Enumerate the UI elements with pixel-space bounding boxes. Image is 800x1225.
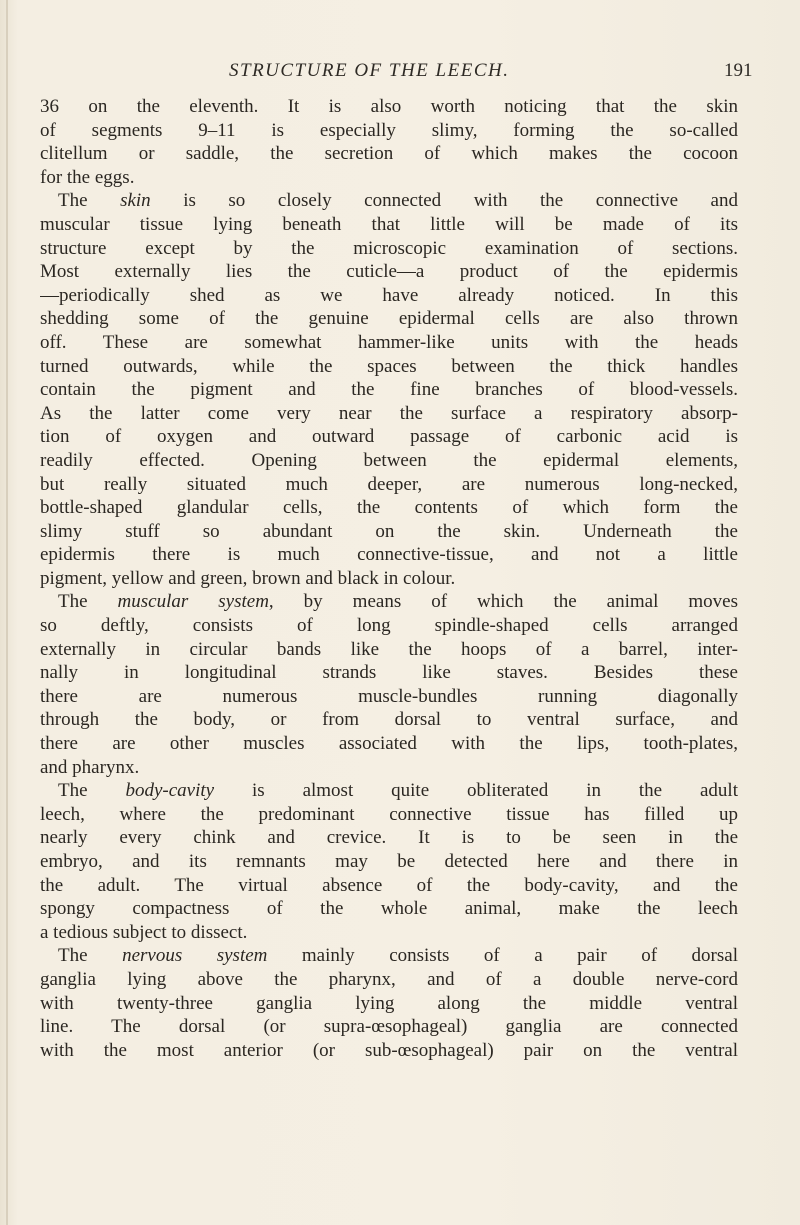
text-segment: is so closely connected with the connective and [150,190,738,212]
text-line [40,237,738,261]
text-segment: Most externally lies the cuticle—a product of the epidermis [40,261,738,283]
running-title: STRUCTURE OF THE LEECH. [229,60,510,81]
text-segment: —periodically shed as we have already noticed. In this [40,284,738,306]
text-line [40,803,738,827]
text-line [40,402,738,426]
text-line [40,473,738,497]
text-segment: spongy compactness of the whole animal, make the leech [40,898,738,920]
text-segment: pigment, yellow and green, brown and black in colour. [40,567,456,589]
text-segment: readily effected. Opening between the epidermal elements, [40,449,738,471]
text-line [40,355,738,379]
text-line [40,685,738,709]
text-segment: bottle-shaped glandular cells, the contents of which form the [40,497,738,519]
text-segment: contain the pigment and the fine branches of blood-vessels. [40,379,738,401]
text-segment: nally in longitudinal strands like staves. Besides these [40,662,738,684]
text-line [40,95,738,119]
text-line [40,449,738,473]
text-segment: As the latter come very near the surface a respiratory absorp- [40,402,738,424]
text-segment: , by means of which the animal moves [268,591,738,613]
text-segment: with the most anterior (or sub-œsophageal) pair on the ventral [40,1039,738,1061]
text-segment: The [58,190,121,212]
text-segment: leech, where the predominant connective tissue has filled up [40,803,738,825]
body-text [40,95,738,1062]
text-line [40,992,738,1016]
text-line [40,1039,738,1063]
text-line [40,826,738,850]
text-segment: there are numerous muscle-bundles running diagonally [40,685,738,707]
text-line [40,897,738,921]
text-line [40,260,738,284]
italic-term: body-cavity [125,780,215,802]
text-line [40,779,738,803]
text-segment: shedding some of the genuine epidermal cells are also thrown [40,308,738,330]
text-line [40,567,738,591]
text-line [40,119,738,143]
text-segment: and pharynx. [40,756,140,778]
text-segment: muscular tissue lying beneath that little will be made of its [40,213,738,235]
text-line [40,968,738,992]
text-segment: embryo, and its remnants may be detected here and there in [40,851,738,872]
text-segment: line. The dorsal (or supra-œsophageal) ganglia are connected [40,1016,738,1038]
text-line [40,638,738,662]
text-line [40,874,738,898]
page-number: 191 [724,60,753,81]
text-segment: 36 on the eleventh. It is also worth noticing that the skin [40,96,738,117]
text-line [40,543,738,567]
text-line [40,307,738,331]
text-line [40,661,738,685]
text-line [40,944,738,968]
running-head [0,60,800,84]
text-line [40,614,738,638]
text-segment: The [58,945,123,967]
text-segment: externally in circular bands like the hoops of a barrel, inter- [40,638,738,660]
text-line [40,732,738,756]
text-segment: nearly every chink and crevice. It is to be seen in the [40,827,738,849]
text-segment: clitellum or saddle, the secretion of which makes the cocoon [40,143,738,165]
italic-term: nervous system [122,945,268,967]
text-line [40,1015,738,1039]
text-segment: tion of oxygen and outward passage of carbonic acid is [40,426,738,448]
text-segment: epidermis there is much connective-tissue, and not a little [40,544,738,566]
text-segment: so deftly, consists of long spindle-shaped cells arranged [40,615,738,637]
text-segment: mainly consists of a pair of dorsal [267,945,738,967]
text-segment: but really situated much deeper, are numerous long-necked, [40,473,738,495]
text-segment: with twenty-three ganglia lying along the middle ventral [40,992,738,1014]
text-segment: The [58,591,118,613]
text-segment: ganglia lying above the pharynx, and of a double nerve-cord [40,968,738,990]
text-segment: through the body, or from dorsal to ventral surface, and [40,709,738,731]
text-segment: off. These are somewhat hammer-like units with the heads [40,331,738,353]
page-gutter-edge [6,0,8,1225]
text-line [40,921,738,945]
text-line [40,425,738,449]
italic-term: muscular system [117,591,269,613]
text-line [40,142,738,166]
text-segment: is almost quite obliterated in the adult [214,780,738,802]
text-line [40,850,738,874]
text-line [40,213,738,237]
text-segment: turned outwards, while the spaces between the thick handles [40,355,738,377]
text-line [40,496,738,520]
text-segment: the adult. The virtual absence of the body-cavity, and the [40,874,738,896]
text-line [40,708,738,732]
text-segment: of segments 9–11 is especially slimy, forming the so-called [40,119,738,141]
text-segment: a tedious subject to dissect. [40,921,248,943]
text-line [40,166,738,190]
text-line [40,756,738,780]
text-line [40,590,738,614]
text-segment: there are other muscles associated with the lips, tooth-plates, [40,733,738,755]
text-segment: The [58,780,126,802]
italic-term: skin [120,190,151,212]
text-line [40,284,738,308]
text-segment: structure except by the microscopic examination of sections. [40,237,738,259]
text-line [40,378,738,402]
text-line [40,189,738,213]
text-line [40,331,738,355]
text-segment: slimy stuff so abundant on the skin. Underneath the [40,520,738,542]
text-segment: for the eggs. [40,166,135,188]
text-line [40,520,738,544]
